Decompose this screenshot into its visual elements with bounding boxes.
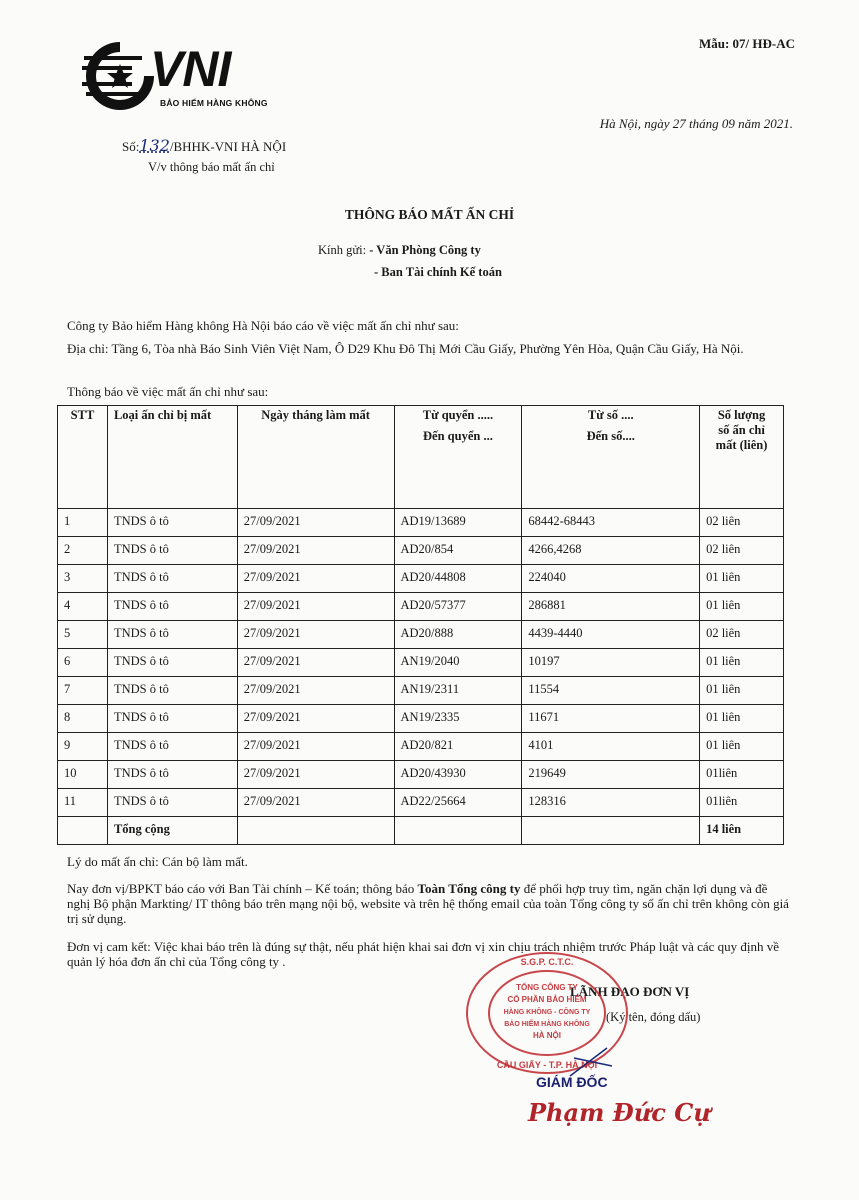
cell-number: 4266,4268 bbox=[522, 537, 700, 565]
lost-documents-table bbox=[57, 405, 784, 845]
cell-number: 4439-4440 bbox=[522, 621, 700, 649]
cell-type: TNDS ô tô bbox=[107, 733, 237, 761]
cell-quantity: 01 liên bbox=[700, 593, 784, 621]
cell-quantity: 01 liên bbox=[700, 705, 784, 733]
cell-quantity: 01 liên bbox=[700, 649, 784, 677]
col-header-quantity bbox=[700, 406, 784, 509]
cell-type: TNDS ô tô bbox=[107, 649, 237, 677]
stamp-line-5: HÀ NỘI bbox=[533, 1031, 561, 1040]
cell-number: 224040 bbox=[522, 565, 700, 593]
cell-date: 27/09/2021 bbox=[237, 565, 394, 593]
cell-date: 27/09/2021 bbox=[237, 593, 394, 621]
cell-number: 68442-68443 bbox=[522, 509, 700, 537]
cell-number: 286881 bbox=[522, 593, 700, 621]
total-label: Tổng cộng bbox=[107, 817, 237, 845]
cell-book: AD20/43930 bbox=[394, 761, 522, 789]
col-header-number bbox=[522, 406, 700, 509]
cell-type: TNDS ô tô bbox=[107, 565, 237, 593]
cell-quantity: 01 liên bbox=[700, 565, 784, 593]
reference-number bbox=[122, 136, 286, 155]
col-header-stt: STT bbox=[58, 406, 108, 509]
loss-reason: Lý do mất ấn chỉ: Cán bộ làm mất. bbox=[67, 854, 248, 869]
stamp-ring-top: S.G.P. C.T.C. bbox=[520, 957, 574, 967]
total-value: 14 liên bbox=[700, 817, 784, 845]
cell-stt: 4 bbox=[58, 593, 108, 621]
cell-book: AD20/821 bbox=[394, 733, 522, 761]
cell-quantity: 01 liên bbox=[700, 733, 784, 761]
cell-stt: 6 bbox=[58, 649, 108, 677]
cell-type: TNDS ô tô bbox=[107, 537, 237, 565]
cell-quantity: 01liên bbox=[700, 789, 784, 817]
report-text-b: để phối hợp truy tìm, ngăn chặn lợi dụng và đề nghị Bộ phận Markting/ IT thông báo trên mạng nội bộ, website và trên hệ thống email của toàn Tổng công ty số ấn chỉ trên không còn giá trị sử dụng. bbox=[67, 881, 789, 926]
stamp-line-3: HÀNG KHÔNG - CÔNG TY bbox=[503, 1009, 591, 1016]
cell-book: AN19/2311 bbox=[394, 677, 522, 705]
logo-wordmark: VNI bbox=[150, 41, 231, 97]
cell-type: TNDS ô tô bbox=[107, 593, 237, 621]
signer-name: Phạm Đức Cự bbox=[528, 1098, 711, 1127]
cell-stt: 3 bbox=[58, 565, 108, 593]
col-header-date: Ngày tháng làm mất bbox=[237, 406, 394, 509]
table-row bbox=[58, 649, 784, 677]
cell-type: TNDS ô tô bbox=[107, 621, 237, 649]
company-logo bbox=[80, 36, 295, 114]
report-text-a: Nay đơn vị/BPKT báo cáo với Ban Tài chính – Kế toán; thông báo bbox=[67, 881, 418, 896]
cell-quantity: 01liên bbox=[700, 761, 784, 789]
cell-date: 27/09/2021 bbox=[237, 705, 394, 733]
signer-title: GIÁM ĐỐC bbox=[536, 1074, 608, 1090]
ref-suffix: /BHHK-VNI HÀ NỘI bbox=[169, 139, 287, 154]
cell-book: AD22/25664 bbox=[394, 789, 522, 817]
cell-type: TNDS ô tô bbox=[107, 509, 237, 537]
table-row bbox=[58, 537, 784, 565]
table-total-row bbox=[58, 817, 784, 845]
stamp-line-1: TỔNG CÔNG TY bbox=[516, 983, 578, 992]
table-header-row bbox=[58, 406, 784, 509]
table-row bbox=[58, 621, 784, 649]
cell-book: AD20/854 bbox=[394, 537, 522, 565]
cell-number: 4101 bbox=[522, 733, 700, 761]
col-header-qty-3: mất (liên) bbox=[715, 438, 768, 452]
col-header-book bbox=[394, 406, 522, 509]
total-empty-cell bbox=[237, 817, 394, 845]
intro-paragraph: Công ty Bảo hiểm Hàng không Hà Nội báo cáo về việc mất ấn chỉ như sau: bbox=[67, 318, 459, 333]
stamp-ring-bottom: CẦU GIẤY - T.P. HÀ NỘI bbox=[496, 1060, 598, 1070]
total-empty-cell bbox=[522, 817, 700, 845]
cell-date: 27/09/2021 bbox=[237, 621, 394, 649]
cell-book: AD20/888 bbox=[394, 621, 522, 649]
cell-quantity: 02 liên bbox=[700, 509, 784, 537]
table-row bbox=[58, 565, 784, 593]
stamp-line-2: CỔ PHẦN BẢO HIỂM bbox=[507, 995, 587, 1004]
commitment-paragraph: Đơn vị cam kết: Việc khai báo trên là đúng sự thật, nếu phát hiện khai sai đơn vị xin chịu trách nhiệm trước Pháp luật và các quy định về quản lý hóa đơn ấn chỉ của Tổng công ty . bbox=[67, 939, 780, 969]
cell-stt: 1 bbox=[58, 509, 108, 537]
table-row bbox=[58, 705, 784, 733]
total-empty-cell bbox=[394, 817, 522, 845]
ref-prefix: Số: bbox=[122, 139, 140, 154]
cell-type: TNDS ô tô bbox=[107, 789, 237, 817]
cell-book: AD20/57377 bbox=[394, 593, 522, 621]
table-row bbox=[58, 677, 784, 705]
document-subject: V/v thông báo mất ấn chỉ bbox=[148, 160, 275, 174]
col-header-from-no: Từ số .... bbox=[587, 408, 634, 422]
cell-date: 27/09/2021 bbox=[237, 537, 394, 565]
cell-number: 10197 bbox=[522, 649, 700, 677]
stamp-line-4: BẢO HIỂM HÀNG KHÔNG bbox=[504, 1021, 590, 1028]
logo-globe-icon bbox=[80, 36, 160, 114]
cell-stt: 10 bbox=[58, 761, 108, 789]
form-code: Mẫu: 07/ HĐ-AC bbox=[698, 36, 795, 51]
table-row bbox=[58, 733, 784, 761]
report-text-bold: Toàn Tổng công ty bbox=[417, 881, 521, 896]
cell-date: 27/09/2021 bbox=[237, 509, 394, 537]
cell-date: 27/09/2021 bbox=[237, 761, 394, 789]
table-intro: Thông báo về việc mất ấn chỉ như sau: bbox=[67, 384, 269, 399]
cell-quantity: 02 liên bbox=[700, 537, 784, 565]
cell-type: TNDS ô tô bbox=[107, 761, 237, 789]
table-row bbox=[58, 509, 784, 537]
cell-date: 27/09/2021 bbox=[237, 649, 394, 677]
table-row bbox=[58, 761, 784, 789]
total-empty-cell bbox=[58, 817, 108, 845]
cell-quantity: 01 liên bbox=[700, 677, 784, 705]
cell-book: AN19/2335 bbox=[394, 705, 522, 733]
recipient-line-2: - Ban Tài chính Kế toán bbox=[374, 265, 502, 279]
col-header-qty-2: số ấn chỉ bbox=[718, 423, 765, 437]
cell-stt: 8 bbox=[58, 705, 108, 733]
col-header-to-no: Đến số.... bbox=[586, 429, 635, 443]
col-header-from-book: Từ quyển ..... bbox=[422, 408, 494, 422]
cell-date: 27/09/2021 bbox=[237, 677, 394, 705]
cell-type: TNDS ô tô bbox=[107, 677, 237, 705]
cell-number: 11671 bbox=[522, 705, 700, 733]
seal-note: (Ký tên, đóng dấu) bbox=[606, 1010, 701, 1024]
table-row bbox=[58, 789, 784, 817]
cell-number: 11554 bbox=[522, 677, 700, 705]
cell-book: AD20/44808 bbox=[394, 565, 522, 593]
cell-stt: 7 bbox=[58, 677, 108, 705]
cell-stt: 11 bbox=[58, 789, 108, 817]
cell-stt: 2 bbox=[58, 537, 108, 565]
ref-handwritten-number: 132 bbox=[139, 136, 170, 155]
cell-stt: 9 bbox=[58, 733, 108, 761]
col-header-to-book: Đến quyển ... bbox=[423, 429, 493, 443]
recipient-office: - Văn Phòng Công ty bbox=[366, 243, 481, 257]
cell-date: 27/09/2021 bbox=[237, 789, 394, 817]
col-header-type: Loại ấn chỉ bị mất bbox=[107, 406, 237, 509]
cell-type: TNDS ô tô bbox=[107, 705, 237, 733]
recipient-line-1 bbox=[318, 243, 481, 258]
cell-number: 219649 bbox=[522, 761, 700, 789]
cell-number: 128316 bbox=[522, 789, 700, 817]
cell-book: AN19/2040 bbox=[394, 649, 522, 677]
leader-title: LÃNH ĐẠO ĐƠN VỊ bbox=[570, 984, 690, 999]
company-seal-stamp bbox=[462, 948, 632, 1078]
cell-date: 27/09/2021 bbox=[237, 733, 394, 761]
col-header-qty-1: Số lượng bbox=[717, 408, 766, 422]
table-row bbox=[58, 593, 784, 621]
report-paragraph bbox=[67, 881, 789, 926]
document-date: Hà Nội, ngày 27 tháng 09 năm 2021. bbox=[599, 116, 793, 131]
recipient-prefix: Kính gửi: bbox=[318, 243, 367, 257]
cell-book: AD19/13689 bbox=[394, 509, 522, 537]
document-title: THÔNG BÁO MẤT ẤN CHỈ bbox=[344, 207, 515, 222]
cell-quantity: 02 liên bbox=[700, 621, 784, 649]
cell-stt: 5 bbox=[58, 621, 108, 649]
address-paragraph: Địa chỉ: Tầng 6, Tòa nhà Báo Sinh Viên Việt Nam, Ô D29 Khu Đô Thị Mới Cầu Giấy, Phường Yên Hòa, Quận Cầu Giấy, Hà Nội. bbox=[67, 341, 744, 356]
logo-subtitle: BẢO HIỂM HÀNG KHÔNG bbox=[160, 98, 268, 108]
